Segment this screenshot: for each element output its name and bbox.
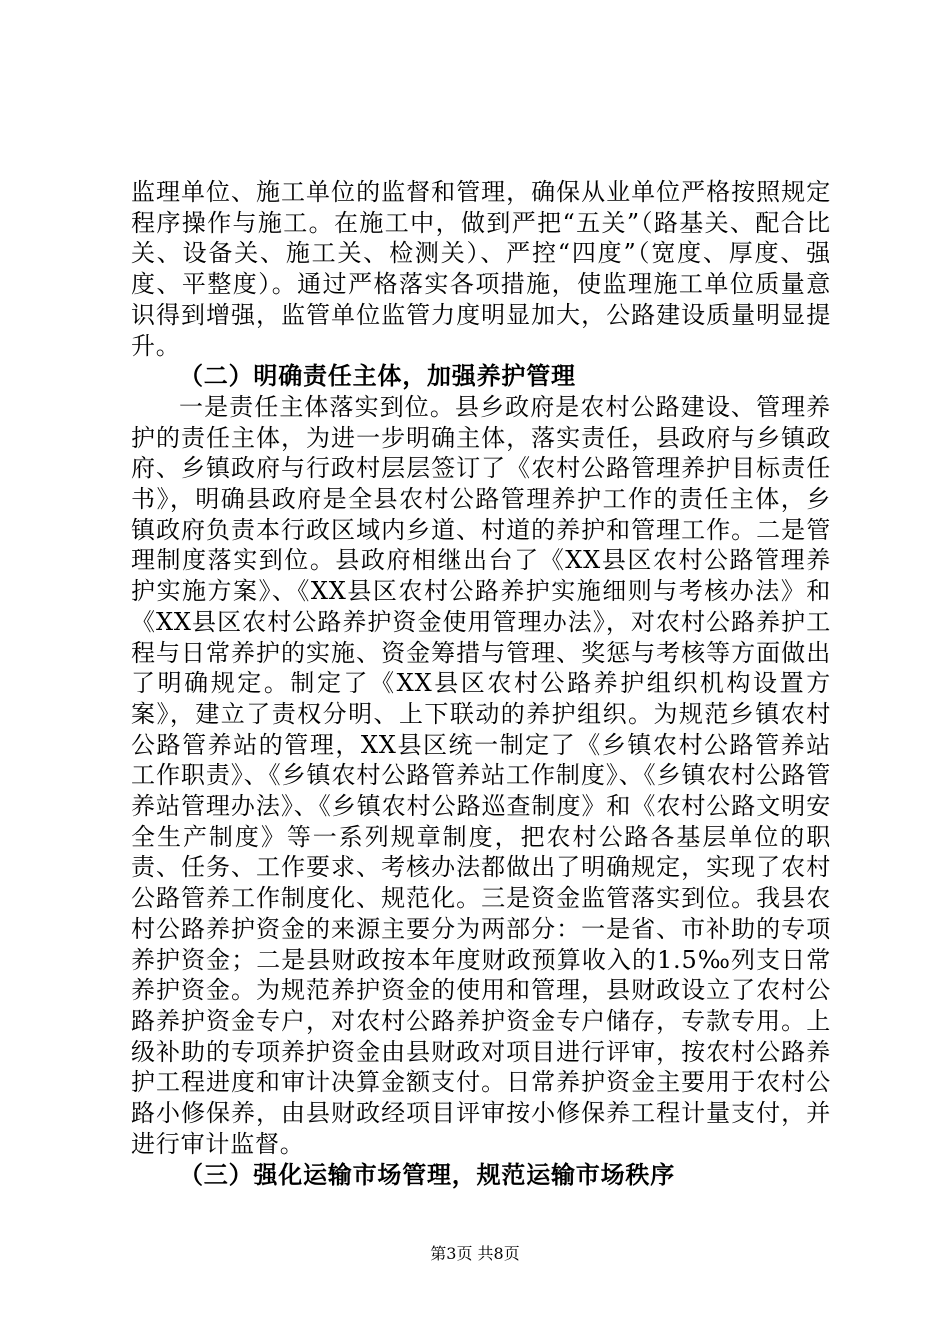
- section-heading-2: （二）明确责任主体，加强养护管理: [179, 362, 576, 391]
- paragraph-responsibility: 一是责任主体落实到位。县乡政府是农村公路建设、管理养护的责任主体，为进一步明确主体，落实责任，县政府与乡镇政府、乡镇政府与行政村层层签订了《农村公路管理养护目标责任书》，明确县政府是全县农村公路管理养护工作的责任主体，乡镇政府负责本行政区域内乡道、村道的养护和管理工作。二是管理制度落实到位。县政府相继出台了《XX县区农村公路管理养护实施方案》、《XX县区农村公路养护实施细则与考核办法》和《XX县区农村公路养护资金使用管理办法》，对农村公路养护工程与日常养护的实施、资金筹措与管理、奖惩与考核等方面做出了明确规定。制定了《XX县区农村公路养护组织机构设置方案》，建立了责权分明、上下联动的养护组织。为规范乡镇农村公路管养站的管理，XX县区统一制定了《乡镇农村公路管养站工作职责》、《乡镇农村公路管养站工作制度》、《乡镇农村公路管养站管理办法》、《乡镇农村公路巡查制度》和《农村公路文明安全生产制度》等一系列规章制度，把农村公路各基层单位的职责、任务、工作要求、考核办法都做出了明确规定，实现了农村公路管养工作制度化、规范化。三是资金监管落实到位。我县农村公路养护资金的来源主要分为两部分：一是省、市补助的专项养护资金；二是县财政按本年度财政预算收入的1.5‰列支日常养护资金。为规范养护资金的使用和管理，县财政设立了农村公路养护资金专户，对农村公路养护资金专户储存，专款专用。上级补助的专项养护资金由县财政对项目进行评审，按农村公路养护工程进度和审计决算金额支付。日常养护资金主要用于农村公路小修保养，由县财政经项目评审按小修保养工程计量支付，并进行审计监督。: [131, 392, 831, 1158]
- document-body: [131, 177, 831, 1190]
- paragraph-continuation: 监理单位、施工单位的监督和管理，确保从业单位严格按照规定程序操作与施工。在施工中，做到严把“五关”（路基关、配合比关、设备关、施工关、检测关）、严控“四度”（宽度、厚度、强度、平整度）。通过严格落实各项措施，使监理施工单位质量意识得到增强，监管单位监管力度明显加大，公路建设质量明显提升。: [131, 178, 831, 360]
- page-number-footer: 第3页 共8页: [430, 1244, 520, 1263]
- section-heading-3: （三）强化运输市场管理，规范运输市场秩序: [179, 1160, 675, 1189]
